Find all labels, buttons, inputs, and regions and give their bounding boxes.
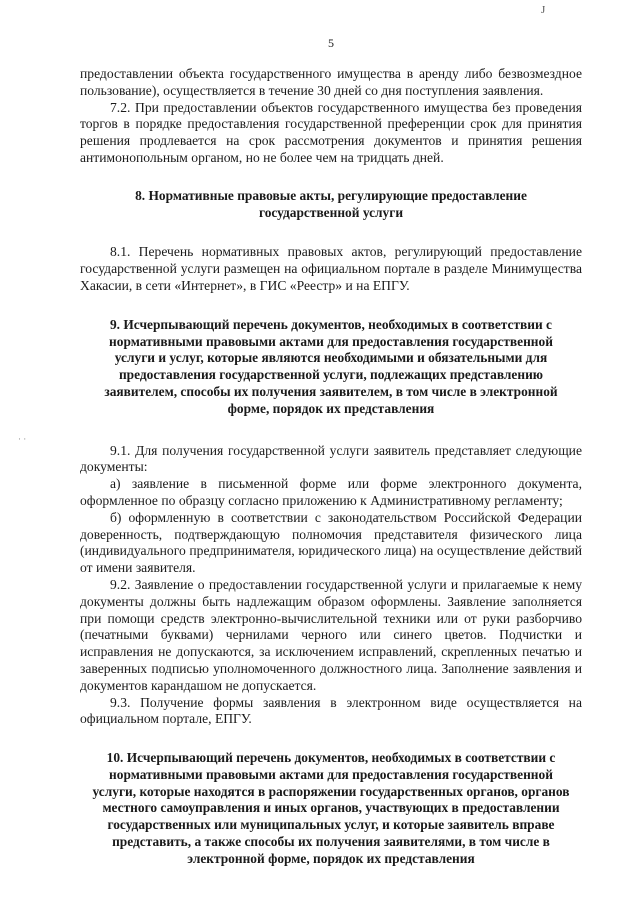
paragraph-9-3: 9.3. Получение формы заявления в электронном виде осуществляется на официальном портале, ЕПГУ. — [80, 694, 582, 727]
page-number: 5 — [328, 36, 334, 50]
paragraph-9-1-b: б) оформленную в соответствии с законодательством Российской Федерации доверенность, подтверждающую полномочия представителя физического лица (индивидуального предпринимателя, юридического лица) на осуществление действий от имени заявителя. — [80, 509, 582, 576]
paragraph-7-1-continued: предоставлении объекта государственного имущества в аренду либо безвозмездное пользование), осуществляется в течение 30 дней со дня поступления заявления. — [80, 66, 582, 98]
paragraph-9-1: 9.1. Для получения государственной услуги заявитель представляет следующие документы: — [80, 442, 582, 475]
paragraph-9-1-a: а) заявление в письменной форме или форме электронного документа, оформленное по образцу согласно приложению к Административному регламенту; — [80, 476, 582, 508]
margin-mark: · · — [18, 434, 27, 444]
section-9-heading: 9. Исчерпывающий перечень документов, необходимых в соответствии с нормативными правовыми актами для предоставления государственной услуги и услуг, которые являются необходимыми и обязательными для предоставления государственной услуги, подлежащих представлению заявителем, способы их получения заявителем, в том числе в электронной форме, порядок их представления — [104, 316, 558, 416]
page-content — [80, 66, 582, 868]
paragraph-9-2: 9.2. Заявление о предоставлении государственной услуги и прилагаемые к нему документы должны быть надлежащим образом оформлены. Заявление заполняется при помощи средств электронно-вычислительной техники или от руки разборчиво (печатными буквами) чернилами черного или синего цветов. Подчистки и исправления не допускаются, за исключением исправлений, скрепленных печатью и заверенных подписью уполномоченного должностного лица. Заполнение заявления и документов карандашом не допускается. — [80, 576, 582, 693]
paragraph-7-2: 7.2. При предоставлении объектов государственного имущества без проведения торгов в порядке предоставления государственной преференции срок для принятия решения продлевается на срок рассмотрения документов и принятия решения антимонопольным органом, но не более чем на тридцать дней. — [80, 99, 582, 165]
section-8-heading: 8. Нормативные правовые акты, регулирующие предоставление государственной услуги — [135, 187, 527, 220]
paragraph-8-1: 8.1. Перечень нормативных правовых актов, регулирующий предоставление государственной услуги размещен на официальном портале в разделе Минимущества Хакасии, в сети «Интернет», в ГИС «Реестр» и на ЕПГУ. — [80, 244, 582, 293]
section-10-heading: 10. Исчерпывающий перечень документов, необходимых в соответствии с нормативными правовыми актами для предоставления государственной услуги, которые находятся в распоряжении государственных органов, органов местного самоуправления и иных органов, участвующих в предоставлении государственных или муниципальных услуг, и которые заявитель вправе представить, а также способы их получения заявителями, в том числе в электронной форме, порядок их представления — [92, 750, 570, 866]
corner-mark: J — [541, 4, 546, 16]
document-page — [80, 0, 582, 905]
